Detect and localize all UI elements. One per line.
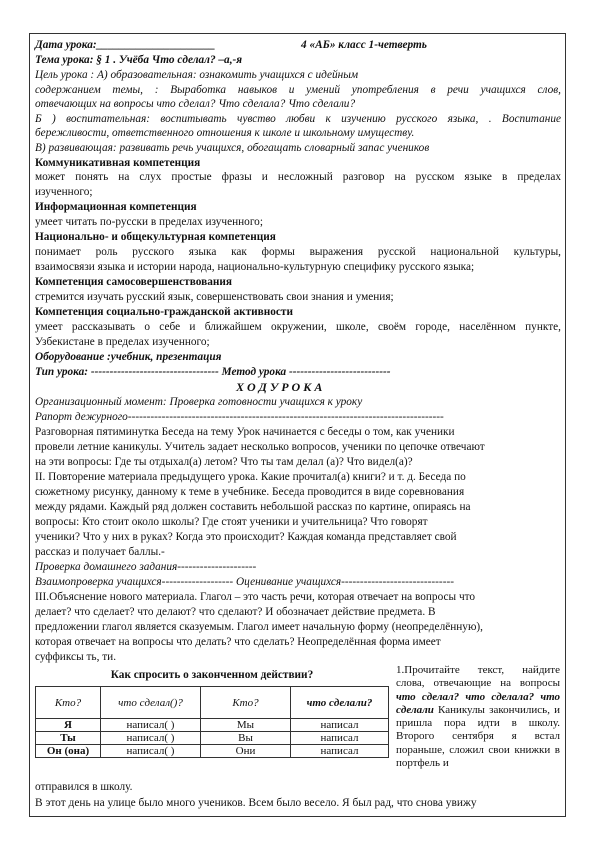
competence-text-1a: может понять на слух простые фразы и несложный разговор на русском языке в пределах bbox=[35, 171, 561, 183]
goal-line-6: В) развивающая: развивать речь учащихся, обогащать словарный запас учеников bbox=[35, 142, 430, 154]
competence-heading-1: Коммуникативная компетенция bbox=[35, 157, 201, 169]
continuation-line-2: В этот день на улице было много учеников. Всем было весело. Я был рад, что снова увижу bbox=[35, 797, 477, 809]
competence-text-5b: Узбекистане в пределах изученного; bbox=[35, 336, 210, 348]
class-info: 4 «АБ» класс 1-четверть bbox=[301, 39, 427, 51]
table-cell: Мы bbox=[201, 719, 291, 732]
table-cell: Ты bbox=[36, 732, 101, 745]
table-header-row bbox=[36, 687, 389, 719]
warmup-line-2: провели летние каникулы. Учитель задает несколько вопросов, ученики по цепочке отвечают bbox=[35, 441, 485, 453]
goal-line-2: содержанием темы, : Выработка навыков и умений употребления в речи учащихся слов, bbox=[35, 84, 561, 96]
competence-text-3a: понимает роль русского языка как формы выражения русской национальной культуры, bbox=[35, 246, 561, 258]
competence-heading-4: Компетенция самосовершенствования bbox=[35, 276, 232, 288]
competence-heading-3: Национально- и общекультурная компетенция bbox=[35, 231, 276, 243]
exercise-questions: что сделал? что сделала? что сделали bbox=[396, 690, 560, 716]
new-material-line-3: предложении глагол является сказуемым. Глагол имеет начальную форму (неопределённую), bbox=[35, 621, 483, 633]
warmup-line-3: на эти вопросы: Где ты отдыхал(а) летом? Что ты там делал (а)? Что видел(а)? bbox=[35, 456, 413, 468]
date-line bbox=[35, 38, 427, 52]
duty-report-line: Рапорт дежурного------------------------------------------------------------------------------------ bbox=[35, 411, 444, 423]
table-header-cell: что сделали? bbox=[291, 687, 389, 719]
competence-text-4: стремится изучать русский язык, совершенствовать свои знания и умения; bbox=[35, 291, 394, 303]
new-material-line-2: делает? что сделает? что делают? что сделают? И обозначает действие предмета. В bbox=[35, 606, 436, 618]
exercise-text-intro: 1.Прочитайте текст, найдите слова, отвечающие на вопросы bbox=[396, 664, 560, 690]
new-material-line-5: суффиксы ть, ти. bbox=[35, 651, 117, 663]
org-moment-line: Организационный момент: Проверка готовности учащихся к уроку bbox=[35, 396, 363, 408]
new-material-line-1: III.Объяснение нового материала. Глагол – это часть речи, которая отвечает на вопросы что bbox=[35, 591, 476, 603]
homework-check-line: Проверка домашнего задания--------------------- bbox=[35, 561, 257, 573]
table-cell: Вы bbox=[201, 732, 291, 745]
table-header-cell: Кто? bbox=[201, 687, 291, 719]
new-material-line-4: которая отвечает на вопросы что делать? что сделать? Неопределённая форма имеет bbox=[35, 636, 441, 648]
lesson-topic: Тема урока: § 1 . Учёба Что сделал? –а,-я bbox=[35, 54, 243, 66]
table-cell: Они bbox=[201, 745, 291, 758]
date-label: Дата урока:_____________________ bbox=[35, 39, 216, 51]
review-line-2: сюжетному рисунку, данному к теме в учебнике. Беседа проводится в виде соревнования bbox=[35, 486, 465, 498]
table-row bbox=[36, 719, 389, 732]
lesson-type-line: Тип урока: ---------------------------------- Метод урока --------------------------- bbox=[35, 366, 391, 378]
table-title: Как спросить о законченном действии? bbox=[110, 669, 314, 681]
review-line-4: вопросы: Кто стоит около школы? Где стоят ученики и учительница? Что говорят bbox=[35, 516, 428, 528]
table-header-cell: что сделал()? bbox=[101, 687, 201, 719]
competence-text-2: умеет читать по-русски в пределах изученного; bbox=[35, 216, 263, 228]
goal-line-4: Б ) воспитательная: воспитывать чувство любви к изучению русского языка, . Воспитание bbox=[35, 113, 561, 125]
table-cell: написал( ) bbox=[101, 719, 201, 732]
continuation-line-1: отправился в школу. bbox=[35, 781, 133, 793]
table-row bbox=[36, 732, 389, 745]
goal-line-1: Цель урока : А) образовательная: ознакомить учащихся с идейным bbox=[35, 69, 359, 81]
table-cell: написал bbox=[291, 719, 389, 732]
table-header-cell: Кто? bbox=[36, 687, 101, 719]
competence-text-5a: умеет рассказывать о себе и ближайшем окружении, школе, своём городе, населённом пункте, bbox=[35, 321, 561, 333]
table-cell: написал bbox=[291, 732, 389, 745]
exercise-text-body: Каникулы закончились, и пришла пора идти в школу. Второго сентября я встал пораньше, сложил свои книжки в портфель и bbox=[396, 703, 560, 770]
table-cell: написал( ) bbox=[101, 745, 201, 758]
table-cell: написал( ) bbox=[101, 732, 201, 745]
equipment-line: Оборудование :учебник, презентация bbox=[35, 351, 222, 363]
review-line-3: между рядами. Каждый ряд должен составить небольшой рассказ по картине, опираясь на bbox=[35, 501, 471, 513]
competence-text-1b: изученного; bbox=[35, 186, 93, 198]
competence-heading-2: Информационная компетенция bbox=[35, 201, 197, 213]
table-cell: Он (она) bbox=[36, 745, 101, 758]
table-cell: написал bbox=[291, 745, 389, 758]
verb-table bbox=[35, 686, 389, 758]
review-line-5: ученики? Что у них в руках? Когда это происходит? Каждая команда представляет свой bbox=[35, 531, 457, 543]
warmup-line-1: Разговорная пятиминутка Беседа на тему Урок начинается с беседы о том, как ученики bbox=[35, 426, 455, 438]
lesson-course-heading: Х О Д У Р О К А bbox=[236, 380, 323, 394]
review-line-1: II. Повторение материала предыдущего урока. Какие прочитал(а) книги? и т. д. Беседа по bbox=[35, 471, 466, 483]
review-line-6: рассказ и получает баллы.- bbox=[35, 546, 165, 558]
exercise-text bbox=[396, 664, 560, 770]
table-cell: Я bbox=[36, 719, 101, 732]
goal-line-5: бережливости, ответственного отношения к школе и школьному имуществу. bbox=[35, 127, 415, 139]
competence-text-3b: взаимосвязи языка и истории народа, национально-культурную специфику русского языка; bbox=[35, 261, 475, 273]
table-row bbox=[36, 745, 389, 758]
goal-line-3: отвечающих на вопросы что сделал? Что сделала? Что сделали? bbox=[35, 98, 356, 110]
competence-heading-5: Компетенция социально-гражданской активности bbox=[35, 306, 293, 318]
peer-check-line: Взаимопроверка учащихся------------------- Оценивание учащихся------------------------------ bbox=[35, 576, 454, 588]
